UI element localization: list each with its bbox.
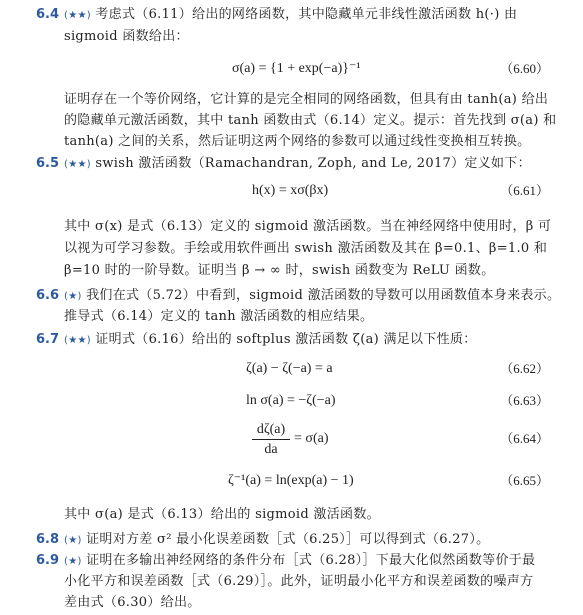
equation-number: （6.63） [500,393,549,408]
fraction-bar [252,439,290,440]
exercise-number: 6.9 [36,553,60,568]
exercise-number: 6.8 [36,532,60,547]
exercise-text-line: 我们在式（5.72）中看到，sigmoid 激活函数的导数可以用函数值本身来表示。 [86,288,561,303]
difficulty-stars: (★★) [64,159,91,170]
exercise-text-line: 考虑式（6.11）给出的网络函数，其中隐藏单元非线性激活函数 h(·) 由 [95,7,518,22]
equation-number: （6.65） [500,473,549,488]
equation-number: （6.64） [500,431,549,446]
exercise-number: 6.7 [36,332,60,347]
equation-6-62: ζ(a) − ζ(−a) = a [246,361,333,376]
exercise-text-line: 的隐藏单元激活函数，其中 tanh 函数由式（6.14）定义。提示：首先找到 σ(a) 和 [64,113,557,128]
exercise-text-line: β=10 时的一阶导数。证明当 β → ∞ 时，swish 函数变为 ReLU 函数。 [64,263,495,278]
fraction-denominator: da [264,442,278,457]
equation-number: （6.62） [500,361,549,376]
exercise-text-line: 证明存在一个等价网络，它计算的是完全相同的网络函数，但具有由 tanh(a) 给出 [64,92,549,107]
exercise-text-line: 推导式（6.14）定义的 tanh 激活函数的相应结果。 [64,309,374,324]
equation-6-65: ζ⁻¹(a) = ln(exp(a) − 1) [228,473,354,488]
exercise-number: 6.5 [36,156,60,171]
difficulty-stars: (★★) [64,10,91,21]
exercise-text-line: sigmoid 函数给出： [64,29,189,44]
equation-6-64-fraction [252,421,290,458]
exercise-text-line: swish 激活函数（Ramachandran, Zoph, and Le, 2017）定义如下： [95,156,531,171]
equation-number: （6.60） [500,61,549,76]
equation-6-63: ln σ(a) = −ζ(−a) [246,393,336,408]
exercise-text-line: tanh(a) 之间的关系，然后证明这两个网络的参数可以通过线性变换相互转换。 [64,134,531,149]
exercise-text-line: 小化平方和误差函数［式（6.29）］。此外，证明最小化平方和误差函数的噪声方 [64,574,534,589]
equation-number: （6.61） [500,183,549,198]
exercise-text-line: 证明式（6.16）给出的 softplus 激活函数 ζ(a) 满足以下性质： [95,332,477,347]
exercise-text-line: 其中 σ(x) 是式（6.13）定义的 sigmoid 激活函数。当在神经网络中使用时，β 可 [64,219,552,234]
exercise-text-line: 证明对方差 σ² 最小化误差函数［式（6.25）］可以得到式（6.27）。 [86,532,490,547]
exercise-text-line: 其中 σ(a) 是式（6.13）给出的 sigmoid 激活函数。 [64,507,380,522]
exercise-text-line: 差由式（6.30）给出。 [64,595,201,610]
difficulty-stars: (★★) [64,335,91,346]
exercise-text-line: 证明在多输出神经网络的条件分布［式（6.28）］下最大化似然函数等价于最 [86,553,536,568]
exercise-text-line: 以视为可学习参数。手绘或用软件画出 swish 激活函数及其在 β=0.1、β=1.0 和 [64,241,548,256]
exercise-number: 6.6 [36,288,60,303]
difficulty-stars: (★) [64,535,82,546]
fraction-numerator: dζ(a) [256,422,286,437]
equation-6-64-rhs: = σ(a) [294,431,329,446]
difficulty-stars: (★) [64,556,82,567]
equation-6-61: h(x) = xσ(βx) [252,183,329,198]
equation-6-60: σ(a) = {1 + exp(−a)}⁻¹ [232,61,361,76]
exercise-number: 6.4 [36,7,60,22]
difficulty-stars: (★) [64,291,82,302]
